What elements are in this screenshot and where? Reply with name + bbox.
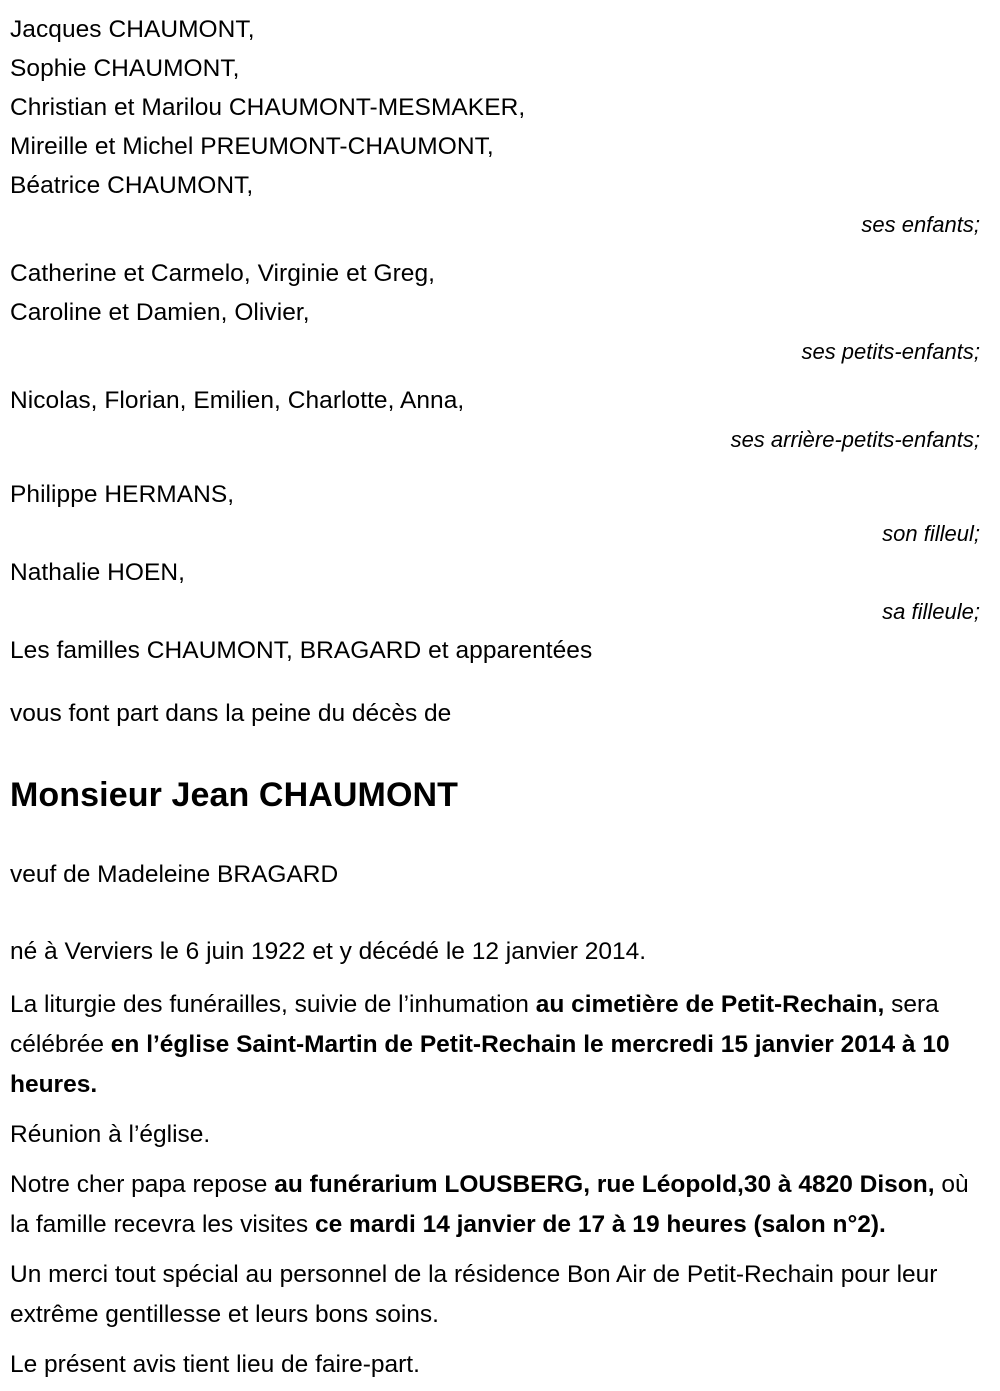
survivor-name: Béatrice CHAUMONT,: [10, 172, 254, 199]
body-text: Le présent avis tient lieu de faire-part.: [10, 1351, 420, 1378]
survivor-name: Catherine et Carmelo, Virginie et Greg,: [10, 260, 436, 287]
spouse-line: veuf de Madeleine BRAGARD: [10, 861, 339, 888]
announcement-intro: vous font part dans la peine du décès de: [10, 700, 452, 727]
emphasis-text: au cimetière de Petit-Rechain,: [535, 991, 885, 1018]
emphasis-text: ce mardi 14 janvier de 17 à 19 heures (salon n°2).: [314, 1211, 886, 1238]
relation-label-children: ses enfants;: [861, 212, 980, 237]
relation-label-goddaughter: sa filleule;: [882, 599, 980, 624]
survivor-name: Jacques CHAUMONT,: [10, 16, 255, 43]
body-text: Réunion à l’église.: [10, 1121, 211, 1148]
deceased-name: Monsieur Jean CHAUMONT: [10, 776, 459, 814]
survivor-group-great-grandchildren: [10, 381, 990, 459]
paragraph-gathering: [10, 1115, 970, 1155]
paragraph-funerarium: [10, 1165, 970, 1245]
survivor-group-grandchildren: [10, 254, 990, 371]
survivor-name: Nathalie HOEN,: [10, 559, 185, 586]
body-text: Un merci tout spécial au personnel de la résidence Bon Air de Petit-Rechain pour leur extrême gentillesse et leurs bons soins.: [10, 1261, 938, 1328]
paragraph-thanks: [10, 1255, 970, 1335]
survivor-name: Nicolas, Florian, Emilien, Charlotte, Anna,: [10, 387, 465, 414]
body-text: où la famille recevra les visites: [10, 1171, 969, 1238]
survivor-name: Sophie CHAUMONT,: [10, 55, 240, 82]
relation-label-godson: son filleul;: [882, 521, 980, 546]
paragraph-notice: [10, 1345, 970, 1385]
survivor-name: Christian et Marilou CHAUMONT-MESMAKER,: [10, 94, 526, 121]
survivor-group-goddaughter: [10, 553, 990, 631]
emphasis-text: en l’église Saint-Martin de Petit-Rechain le mercredi 15 janvier 2014 à 10 heures.: [10, 1031, 950, 1098]
body-text: Notre cher papa repose: [10, 1171, 275, 1198]
emphasis-text: au funérarium LOUSBERG, rue Léopold,30 à 4820 Dison,: [274, 1171, 935, 1198]
birth-death-line: né à Verviers le 6 juin 1922 et y décédé le 12 janvier 2014.: [10, 938, 647, 965]
survivor-group-godson: [10, 475, 990, 553]
survivor-name: Caroline et Damien, Olivier,: [10, 299, 310, 326]
body-text: sera célébrée: [10, 991, 939, 1058]
relation-label-great-grandchildren: ses arrière-petits-enfants;: [730, 427, 980, 452]
survivors-section: [10, 10, 990, 670]
paragraph-liturgy: [10, 985, 970, 1105]
survivor-group-children: [10, 10, 990, 244]
group-spacer: [10, 371, 990, 381]
group-spacer: [10, 244, 990, 254]
survivor-group-families: [10, 631, 990, 670]
survivor-name: Les familles CHAUMONT, BRAGARD et apparentées: [10, 637, 593, 664]
group-spacer: [10, 459, 990, 475]
body-text: La liturgie des funérailles, suivie de l’inhumation: [10, 991, 536, 1018]
survivor-name: Philippe HERMANS,: [10, 481, 235, 508]
survivor-name: Mireille et Michel PREUMONT-CHAUMONT,: [10, 133, 494, 160]
relation-label-grandchildren: ses petits-enfants;: [801, 339, 980, 364]
